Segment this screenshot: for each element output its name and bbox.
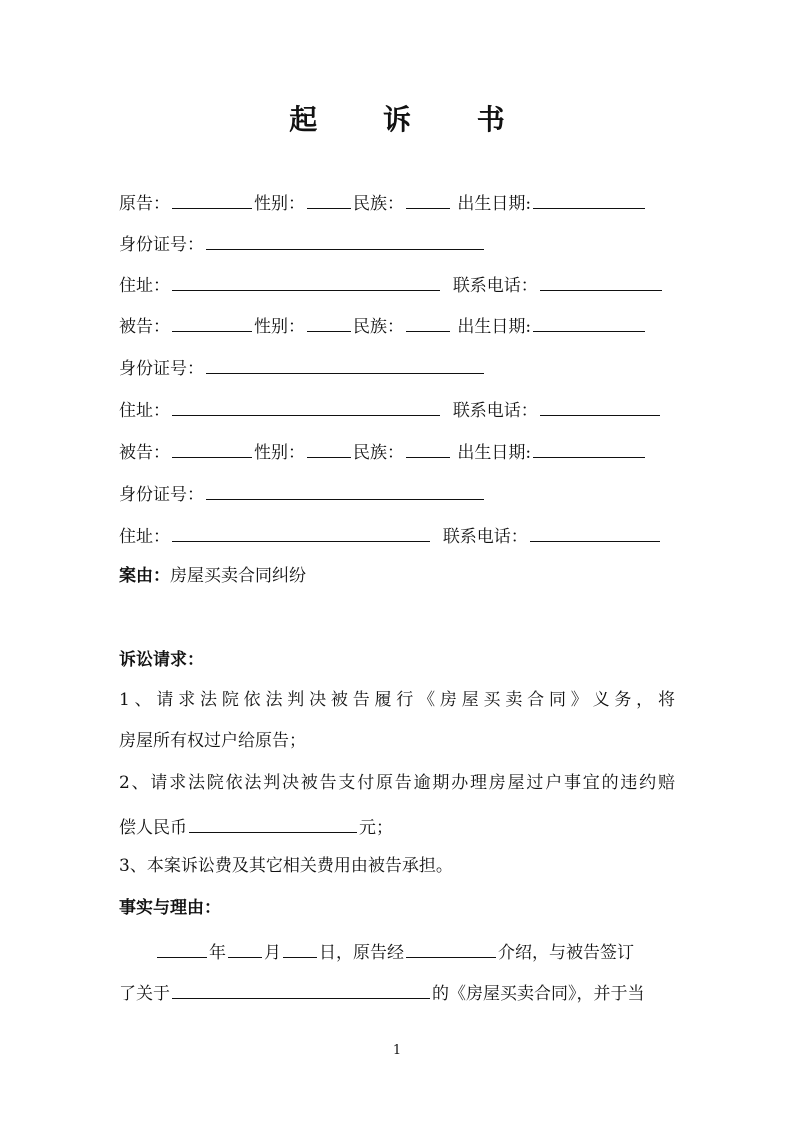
claim-line: 2、请求法院依法判决被告支付原告逾期办理房屋过户事宜的违约赔 bbox=[119, 773, 675, 793]
birth-date-label: 出生日期: bbox=[457, 443, 532, 463]
year-field[interactable] bbox=[157, 937, 207, 958]
claim-line bbox=[119, 812, 675, 838]
facts-text: 的《房屋买卖合同》，并于当 bbox=[432, 984, 645, 1004]
address-label: 住址： bbox=[119, 401, 170, 421]
facts-heading: 事实与理由： bbox=[119, 898, 221, 918]
gender-field[interactable] bbox=[307, 437, 351, 458]
address-label: 住址： bbox=[119, 276, 170, 296]
defendant-name-field[interactable] bbox=[172, 311, 252, 332]
plaintiff-label: 原告： bbox=[119, 194, 170, 214]
phone-field[interactable] bbox=[540, 270, 662, 291]
defendant-address-row bbox=[119, 395, 675, 421]
property-field[interactable] bbox=[172, 978, 430, 999]
plaintiff-id-row bbox=[119, 229, 675, 255]
cause-label: 案由： bbox=[119, 566, 170, 586]
defendant2-row bbox=[119, 437, 675, 463]
gender-label: 性别： bbox=[254, 443, 305, 463]
day-field[interactable] bbox=[283, 937, 317, 958]
phone-label: 联系电话： bbox=[442, 527, 528, 547]
defendant-label: 被告： bbox=[119, 443, 170, 463]
facts-line bbox=[155, 937, 675, 963]
facts-text: 介绍，与被告签订 bbox=[498, 943, 634, 963]
facts-line bbox=[119, 978, 675, 1004]
gender-label: 性别： bbox=[254, 317, 305, 337]
claim-text: 元； bbox=[359, 818, 393, 838]
birth-date-label: 出生日期: bbox=[457, 317, 532, 337]
facts-text: 日，原告经 bbox=[319, 943, 404, 963]
id-label: 身份证号： bbox=[119, 485, 204, 505]
ethnicity-label: 民族： bbox=[353, 317, 404, 337]
defendant2-id-row bbox=[119, 479, 675, 505]
id-field[interactable] bbox=[206, 229, 484, 250]
cause-value: 房屋买卖合同纠纷 bbox=[170, 566, 306, 586]
address-field[interactable] bbox=[172, 270, 440, 291]
id-label: 身份证号： bbox=[119, 359, 204, 379]
defendant-row bbox=[119, 311, 675, 337]
defendant-name-field[interactable] bbox=[172, 437, 252, 458]
facts-text: 了关于 bbox=[119, 984, 170, 1004]
phone-field[interactable] bbox=[540, 395, 660, 416]
id-field[interactable] bbox=[206, 353, 484, 374]
plaintiff-name-field[interactable] bbox=[172, 188, 252, 209]
claim-line: 房屋所有权过户给原告； bbox=[119, 731, 306, 751]
plaintiff-address-row bbox=[119, 270, 675, 296]
phone-label: 联系电话： bbox=[452, 276, 538, 296]
id-field[interactable] bbox=[206, 479, 484, 500]
month-label: 月 bbox=[264, 943, 281, 963]
plaintiff-row bbox=[119, 188, 675, 214]
page-number: 1 bbox=[392, 1043, 402, 1058]
gender-field[interactable] bbox=[307, 188, 351, 209]
year-label: 年 bbox=[209, 943, 226, 963]
ethnicity-field[interactable] bbox=[406, 311, 450, 332]
claim-line: 1、请求法院依法判决被告履行《房屋买卖合同》义务，将 bbox=[119, 690, 675, 710]
phone-label: 联系电话： bbox=[452, 401, 538, 421]
phone-field[interactable] bbox=[530, 521, 660, 542]
amount-field[interactable] bbox=[189, 812, 357, 833]
page-title: 起 诉 书 bbox=[289, 103, 533, 136]
ethnicity-field[interactable] bbox=[406, 188, 450, 209]
gender-label: 性别： bbox=[254, 194, 305, 214]
birth-date-label: 出生日期: bbox=[457, 194, 532, 214]
introducer-field[interactable] bbox=[406, 937, 496, 958]
ethnicity-label: 民族： bbox=[353, 443, 404, 463]
claims-heading: 诉讼请求： bbox=[119, 650, 204, 670]
ethnicity-label: 民族： bbox=[353, 194, 404, 214]
claim-text: 偿人民币 bbox=[119, 818, 187, 838]
address-field[interactable] bbox=[172, 395, 440, 416]
birth-date-field[interactable] bbox=[533, 437, 645, 458]
defendant2-address-row bbox=[119, 521, 675, 547]
ethnicity-field[interactable] bbox=[406, 437, 450, 458]
defendant-id-row bbox=[119, 353, 675, 379]
claim-line: 3、本案诉讼费及其它相关费用由被告承担。 bbox=[119, 856, 453, 876]
id-label: 身份证号： bbox=[119, 235, 204, 255]
address-field[interactable] bbox=[172, 521, 430, 542]
birth-date-field[interactable] bbox=[533, 188, 645, 209]
cause-row bbox=[119, 563, 675, 589]
address-label: 住址： bbox=[119, 527, 170, 547]
month-field[interactable] bbox=[228, 937, 262, 958]
gender-field[interactable] bbox=[307, 311, 351, 332]
birth-date-field[interactable] bbox=[533, 311, 645, 332]
defendant-label: 被告： bbox=[119, 317, 170, 337]
